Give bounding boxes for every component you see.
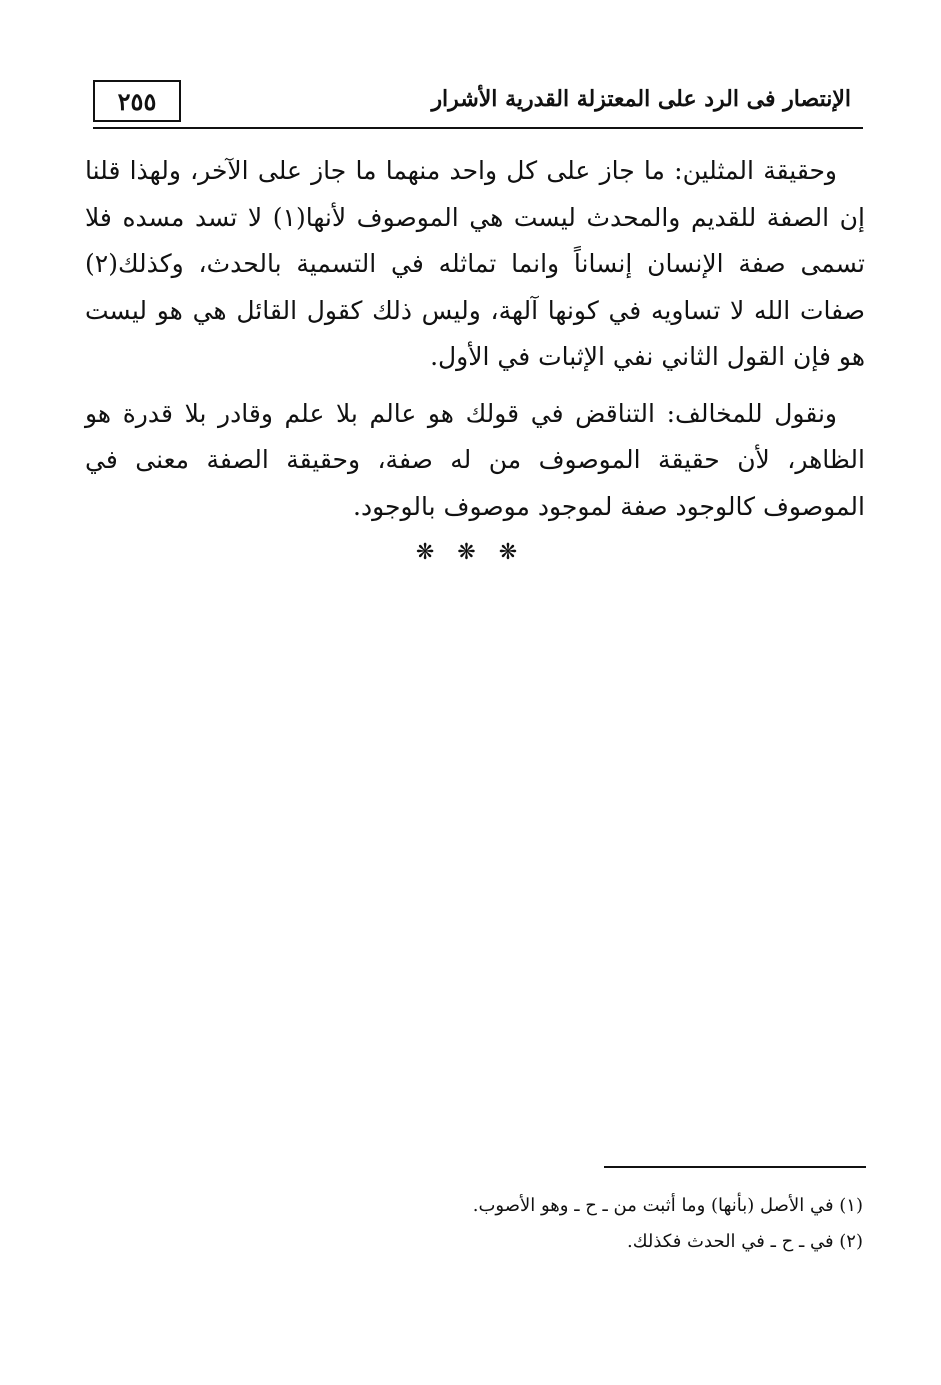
paragraph-1: وحقيقة المثلين: ما جاز على كل واحد منهما ما جاز على الآخر، ولهذا قلنا إن الصفة للقديم والمحدث ليست هي الموصوف لأنها(١) لا تسد مسده فلا تسمى صفة الإنسان إنساناً وانما تماثله في التسمية بالحدث، وكذلك(٢) صفات الله لا تساويه في كونها آلهة، وليس ذلك كقول القائل هي هو ليست هو فإن القول الثاني نفي الإثبات في الأول. — [85, 156, 865, 371]
footnote-1: (١) في الأصل (بأنها) وما أثبت من ـ ح ـ وهو الأصوب. — [472, 1195, 863, 1216]
footnote-rule — [604, 1166, 866, 1168]
footnote-2: (٢) في ـ ح ـ في الحدث فكذلك. — [626, 1231, 863, 1252]
header-rule — [93, 127, 863, 129]
footnotes — [163, 1188, 863, 1260]
section-ornament: ❋ ❋ ❋ — [415, 540, 526, 565]
running-title: الإنتصار فى الرد على المعتزلة القدرية الأشرار — [431, 86, 851, 112]
body-text — [85, 148, 865, 530]
page-number-text: ٢٥٥ — [117, 86, 157, 116]
paragraph-2: ونقول للمخالف: التناقض في قولك هو عالم بلا علم وقادر بلا قدرة هو الظاهر، لأن حقيقة الموصوف من له صفة، وحقيقة الصفة معنى في الموصوف كالوجود صفة لموجود موصوف بالوجود. — [85, 398, 865, 521]
page-number — [93, 80, 181, 122]
